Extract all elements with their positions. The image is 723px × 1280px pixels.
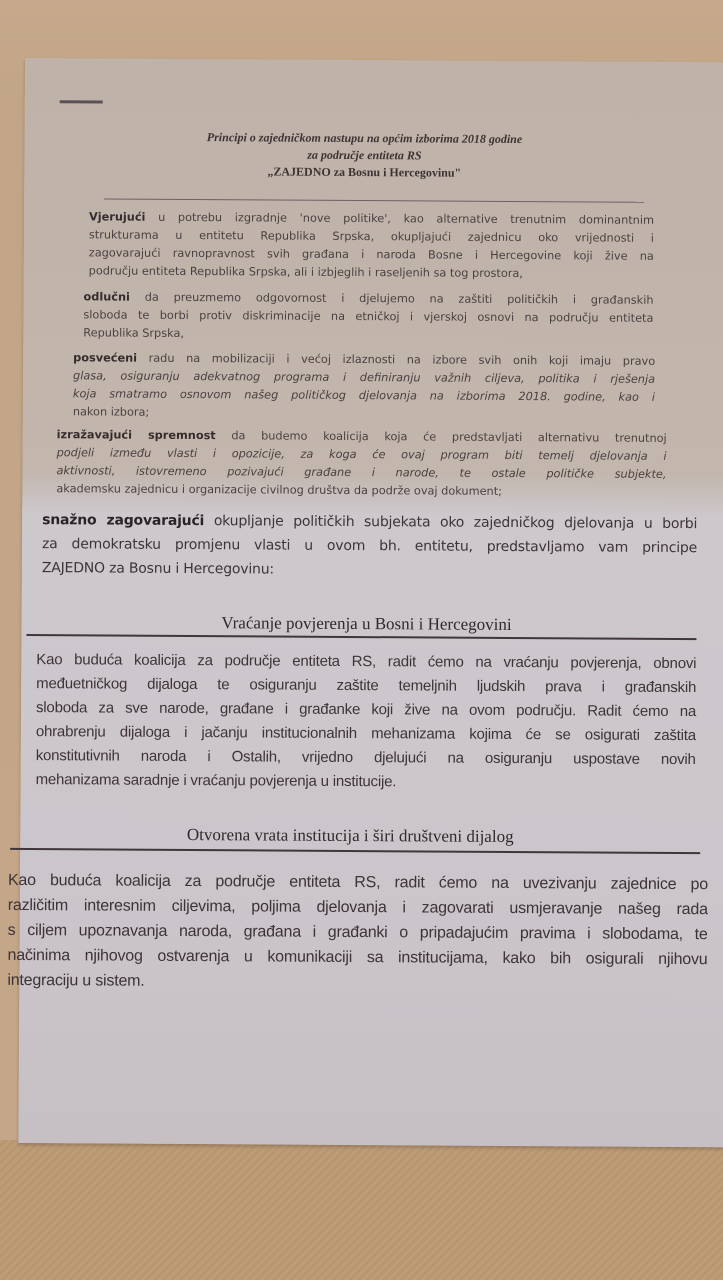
paragraph-lead: posvećeni — [73, 351, 138, 365]
dash-mark — [60, 100, 103, 103]
section-title-open-doors: Otvorena vrata institucija i širi društveni dijalog — [186, 825, 514, 846]
paragraph-lead: Vjerujući — [88, 210, 146, 224]
section-body-open-doors: Kao buduća koalicija za područje entiteta RS, radit ćemo na uvezivanju zajednice po različitim interesnim ciljevima, poljima djelovanja i zagovarati usmjeravanje našeg rada s ciljem upoznavanja naroda, građana i građanki o pripadajućim pravima i slobodama, te načinima njihovog ostvarenja u komunikaciji sa institucijama, kako bih osigurali njihovu integraciju u sistem. — [7, 871, 709, 990]
paragraph-lead: snažno zagovarajući — [42, 512, 205, 530]
intro-paragraph-advocating: snažno zagovarajući okupljanje političkih subjekata oko zajedničkog djelovanja u borbi za demokratsku promjenu vlasti u ovom bh. entitetu, predstavljamo vam principe ZAJEDNO za Bosnu i Hercegovinu: — [41, 512, 698, 578]
paragraph-lead: odlučni — [83, 290, 130, 304]
header-line-2: za područje entiteta RS — [307, 147, 422, 163]
document-header — [124, 129, 604, 183]
intro-paragraph-dedicated: posvećeni radu na mobilizaciji i većoj izlaznosti na izbore svih onih koji imaju pravo glasa, osiguranju adekvatnog programa i definiranju važnih ciljeva, politika i rješenja koja smatramo osnovom našeg političkog djelovanja na izborima 2018. godine, kao i nakon izbora; — [72, 351, 656, 419]
header-divider — [104, 198, 644, 202]
intro-paragraph-readiness: izražavajući spremnost da budemo koalicija koja će predstavljati alternativu trenutnoj podjeli između vlasti i opozicije, za koga će ovaj program biti temelj djelovanja i aktivnosti, istovremeno pozivajući građane i narode, te ostale političke subjekte, akademsku zajednicu i organizacije civilnog društva da podrže ovaj dokument; — [56, 428, 667, 498]
document-page — [7, 58, 723, 1147]
header-line-3: „ZAJEDNO za Bosnu i Hercegovinu" — [267, 164, 462, 180]
table-surface — [0, 1140, 723, 1280]
section-body-restoring-trust: Kao buduća koalicija za područje entiteta RS, radit ćemo na vraćanju povjerenja, obnovi međuetničkog dijaloga te osiguranju zaštite temeljnih ljudskih prava i građanskih sloboda za sve narode, građane i građanke koji žive na ovom području. Radit ćemo na ohrabrenju dijaloga i jačanju institucionalnih mehanizama kojima će se osigurati zaštita konstitutivnih naroda i Ostalih, vrijedno djelujući na osiguranju uspostave novih mehanizama saradnje i vraćanju povjerenja u institucije. — [35, 651, 697, 791]
intro-paragraph-determined: odlučni da preuzmemo odgovornost i djelujemo na zaštiti političkih i građanskih sloboda te borbi protiv diskriminacije na etničkoj i vjerskoj osnovi na području entiteta Republika Srpska, — [83, 290, 654, 340]
section-title-restoring-trust: Vraćanje povjerenja u Bosni i Hercegovini — [221, 613, 512, 634]
section-divider — [10, 848, 700, 854]
intro-paragraph-believing: Vjerujući u potrebu izgradnje 'nove politike', kao alternative trenutnim dominantnim strukturama u entitetu Republika Srpska, okupljajući zajednicu oko vrijednosti i zagovarajući ravnopravnost svih građana i naroda Bosne i Hercegovine koji žive na području entiteta Republika Srpska, ali i izbjeglih i raseljenih sa tog prostora, — [88, 210, 655, 281]
header-line-1: Principi o zajedničkom nastupu na općim izborima 2018 godine — [206, 130, 523, 147]
paragraph-lead: izražavajući spremnost — [56, 428, 216, 443]
